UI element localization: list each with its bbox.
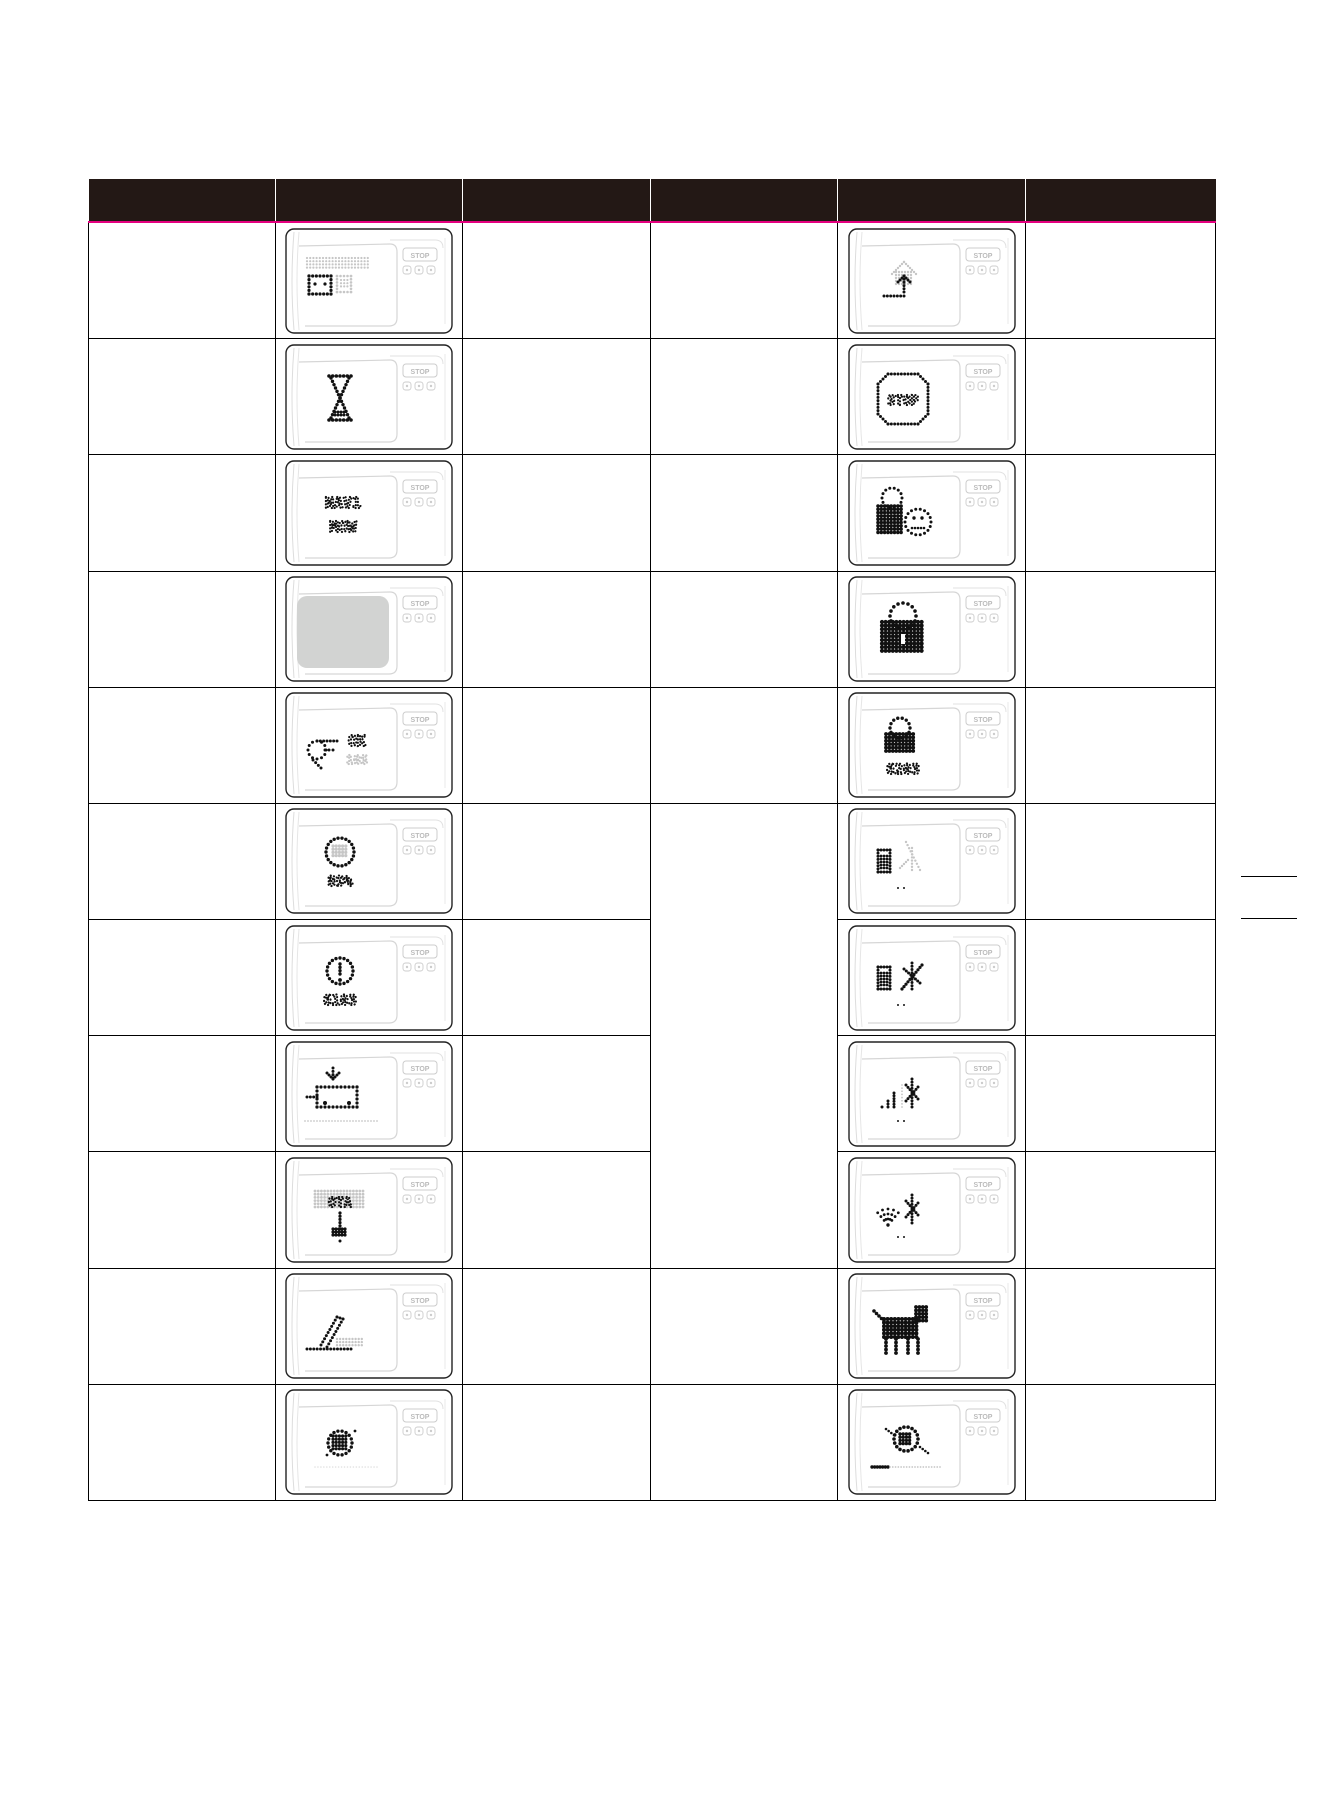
row-label-cell bbox=[89, 571, 276, 687]
header-cell bbox=[838, 179, 1026, 222]
right-label-cell bbox=[651, 455, 838, 571]
right-display-cell bbox=[838, 1268, 1026, 1384]
left-display-cell bbox=[276, 339, 463, 455]
table-row bbox=[89, 803, 1216, 919]
table-row bbox=[89, 455, 1216, 571]
display-screen-left-10 bbox=[285, 1273, 453, 1379]
device-frame bbox=[286, 345, 452, 449]
device-frame bbox=[286, 229, 452, 333]
device-frame bbox=[286, 809, 452, 913]
row-label-cell bbox=[89, 920, 276, 1036]
stop-key-label: STOP bbox=[410, 1298, 430, 1306]
stop-key-label: STOP bbox=[410, 717, 430, 725]
stop-key-label: STOP bbox=[973, 601, 992, 609]
stop-key-label: STOP bbox=[973, 833, 992, 841]
row-label-cell bbox=[89, 1268, 276, 1384]
device-frame bbox=[849, 1158, 1015, 1262]
right-description-cell bbox=[1026, 920, 1216, 1036]
left-description-cell bbox=[463, 920, 651, 1036]
header-cell bbox=[276, 179, 463, 222]
right-display-cell bbox=[838, 803, 1026, 919]
right-label-cell bbox=[651, 1384, 838, 1500]
display-screen-left-3 bbox=[285, 460, 453, 566]
stop-key-label: STOP bbox=[410, 601, 430, 609]
left-description-cell bbox=[463, 222, 651, 339]
right-display-cell bbox=[838, 1384, 1026, 1500]
table-row bbox=[89, 571, 1216, 687]
stop-key-label: STOP bbox=[410, 252, 430, 260]
right-description-cell bbox=[1026, 1268, 1216, 1384]
svg-text:6103: 6103 bbox=[323, 992, 357, 1009]
right-label-cell bbox=[651, 222, 838, 339]
device-frame bbox=[286, 1042, 452, 1146]
stop-key-label: STOP bbox=[410, 1414, 430, 1422]
left-display-cell bbox=[276, 222, 463, 339]
display-screen-left-7 bbox=[285, 925, 453, 1031]
right-description-cell bbox=[1026, 571, 1216, 687]
device-frame bbox=[849, 926, 1015, 1030]
left-description-cell bbox=[463, 803, 651, 919]
device-frame bbox=[849, 229, 1015, 333]
stop-key-label: STOP bbox=[973, 949, 992, 957]
right-display-cell bbox=[838, 920, 1026, 1036]
display-screen-right-4 bbox=[848, 576, 1016, 682]
right-description-cell bbox=[1026, 222, 1216, 339]
device-frame bbox=[849, 345, 1015, 449]
display-screen-right-6 bbox=[848, 808, 1016, 914]
svg-text:MOW: MOW bbox=[329, 517, 357, 536]
left-display-cell bbox=[276, 687, 463, 803]
right-display-cell bbox=[838, 222, 1026, 339]
right-display-cell bbox=[838, 571, 1026, 687]
header-cell bbox=[651, 179, 838, 222]
right-label-cell bbox=[651, 1268, 838, 1384]
left-display-cell bbox=[276, 920, 463, 1036]
right-display-cell bbox=[838, 1036, 1026, 1152]
stop-key-label: STOP bbox=[410, 833, 430, 841]
left-display-cell bbox=[276, 455, 463, 571]
right-display-cell bbox=[838, 1152, 1026, 1268]
stop-key-label: STOP bbox=[410, 368, 430, 376]
display-screen-right-9 bbox=[848, 1157, 1016, 1263]
display-screen-right-3 bbox=[848, 460, 1016, 566]
device-frame bbox=[286, 693, 452, 797]
device-frame bbox=[286, 1274, 452, 1378]
device-frame bbox=[286, 1390, 452, 1494]
display-screen-left-1 bbox=[285, 228, 453, 334]
left-description-cell bbox=[463, 1384, 651, 1500]
row-label-cell bbox=[89, 687, 276, 803]
header-cell bbox=[89, 179, 276, 222]
stop-key-label: STOP bbox=[410, 484, 430, 492]
right-description-cell bbox=[1026, 455, 1216, 571]
device-frame bbox=[849, 693, 1015, 797]
left-description-cell bbox=[463, 1268, 651, 1384]
left-description-cell bbox=[463, 1152, 651, 1268]
device-frame bbox=[849, 461, 1015, 565]
margin-rule bbox=[1241, 876, 1297, 877]
device-frame bbox=[849, 577, 1015, 681]
table-row bbox=[89, 339, 1216, 455]
stop-key-label: STOP bbox=[973, 1181, 992, 1189]
display-screen-left-9 bbox=[285, 1157, 453, 1263]
display-screen-left-6 bbox=[285, 808, 453, 914]
stop-key-label: STOP bbox=[973, 717, 992, 725]
right-description-cell bbox=[1026, 803, 1216, 919]
table-row bbox=[89, 1384, 1216, 1500]
left-display-cell bbox=[276, 571, 463, 687]
stop-key-label: STOP bbox=[410, 1065, 430, 1073]
stop-key-label: STOP bbox=[973, 1298, 992, 1306]
display-screen-right-7 bbox=[848, 925, 1016, 1031]
device-frame bbox=[849, 809, 1015, 913]
right-description-cell bbox=[1026, 1036, 1216, 1152]
display-screen-right-11 bbox=[848, 1389, 1016, 1495]
right-label-cell bbox=[651, 339, 838, 455]
device-frame bbox=[849, 1042, 1015, 1146]
stop-key-label: STOP bbox=[973, 252, 992, 260]
stop-key-label: STOP bbox=[973, 484, 992, 492]
right-description-cell bbox=[1026, 1152, 1216, 1268]
stop-key-label: STOP bbox=[410, 949, 430, 957]
device-frame bbox=[849, 1390, 1015, 1494]
right-description-cell bbox=[1026, 339, 1216, 455]
left-display-cell bbox=[276, 1036, 463, 1152]
table-row bbox=[89, 222, 1216, 339]
svg-text:NAV1: NAV1 bbox=[324, 493, 362, 512]
display-screen-left-4 bbox=[285, 576, 453, 682]
device-frame bbox=[286, 1158, 452, 1262]
right-label-cell bbox=[651, 687, 838, 803]
right-display-cell bbox=[838, 455, 1026, 571]
stop-key-label: STOP bbox=[410, 1181, 430, 1189]
right-display-cell bbox=[838, 339, 1026, 455]
display-screen-left-11 bbox=[285, 1389, 453, 1495]
display-screen-right-10 bbox=[848, 1273, 1016, 1379]
row-label-cell bbox=[89, 339, 276, 455]
stop-key-label: STOP bbox=[973, 1065, 992, 1073]
table-row bbox=[89, 1268, 1216, 1384]
display-screen-left-2 bbox=[285, 344, 453, 450]
left-display-cell bbox=[276, 1268, 463, 1384]
display-screen-right-5 bbox=[848, 692, 1016, 798]
left-display-cell bbox=[276, 803, 463, 919]
right-label-cell bbox=[651, 571, 838, 687]
device-frame bbox=[286, 926, 452, 1030]
left-display-cell bbox=[276, 1152, 463, 1268]
device-frame bbox=[286, 577, 452, 681]
left-description-cell bbox=[463, 339, 651, 455]
right-description-cell bbox=[1026, 1384, 1216, 1500]
header-cell bbox=[1026, 179, 1216, 222]
display-screen-right-8 bbox=[848, 1041, 1016, 1147]
display-screen-left-5 bbox=[285, 692, 453, 798]
svg-text:STOP: STOP bbox=[886, 393, 919, 409]
svg-text:89%: 89% bbox=[327, 874, 353, 891]
table-header-row bbox=[89, 179, 1216, 222]
margin-rule bbox=[1241, 918, 1297, 919]
row-label-cell bbox=[89, 222, 276, 339]
right-display-cell bbox=[838, 687, 1026, 803]
device-frame bbox=[286, 461, 452, 565]
display-screen-left-8 bbox=[285, 1041, 453, 1147]
svg-text:10S: 10S bbox=[346, 753, 368, 768]
stop-key-label: STOP bbox=[973, 1414, 992, 1422]
svg-text:OK: OK bbox=[347, 732, 367, 751]
row-label-cell bbox=[89, 803, 276, 919]
left-description-cell bbox=[463, 1036, 651, 1152]
left-description-cell bbox=[463, 455, 651, 571]
display-screen-right-2 bbox=[848, 344, 1016, 450]
left-description-cell bbox=[463, 571, 651, 687]
display-icon-table bbox=[88, 179, 1216, 1501]
svg-text:OTA: OTA bbox=[328, 1195, 352, 1211]
left-display-cell bbox=[276, 1384, 463, 1500]
row-label-cell bbox=[89, 1036, 276, 1152]
stop-key-label: STOP bbox=[973, 368, 992, 376]
row-label-cell bbox=[89, 1152, 276, 1268]
device-frame bbox=[849, 1274, 1015, 1378]
row-label-cell bbox=[89, 1384, 276, 1500]
left-description-cell bbox=[463, 687, 651, 803]
header-cell bbox=[463, 179, 651, 222]
table-row bbox=[89, 687, 1216, 803]
display-screen-right-1 bbox=[848, 228, 1016, 334]
row-label-cell bbox=[89, 455, 276, 571]
svg-text:6203: 6203 bbox=[885, 762, 920, 779]
right-description-cell bbox=[1026, 687, 1216, 803]
right-label-cell bbox=[651, 803, 838, 1268]
